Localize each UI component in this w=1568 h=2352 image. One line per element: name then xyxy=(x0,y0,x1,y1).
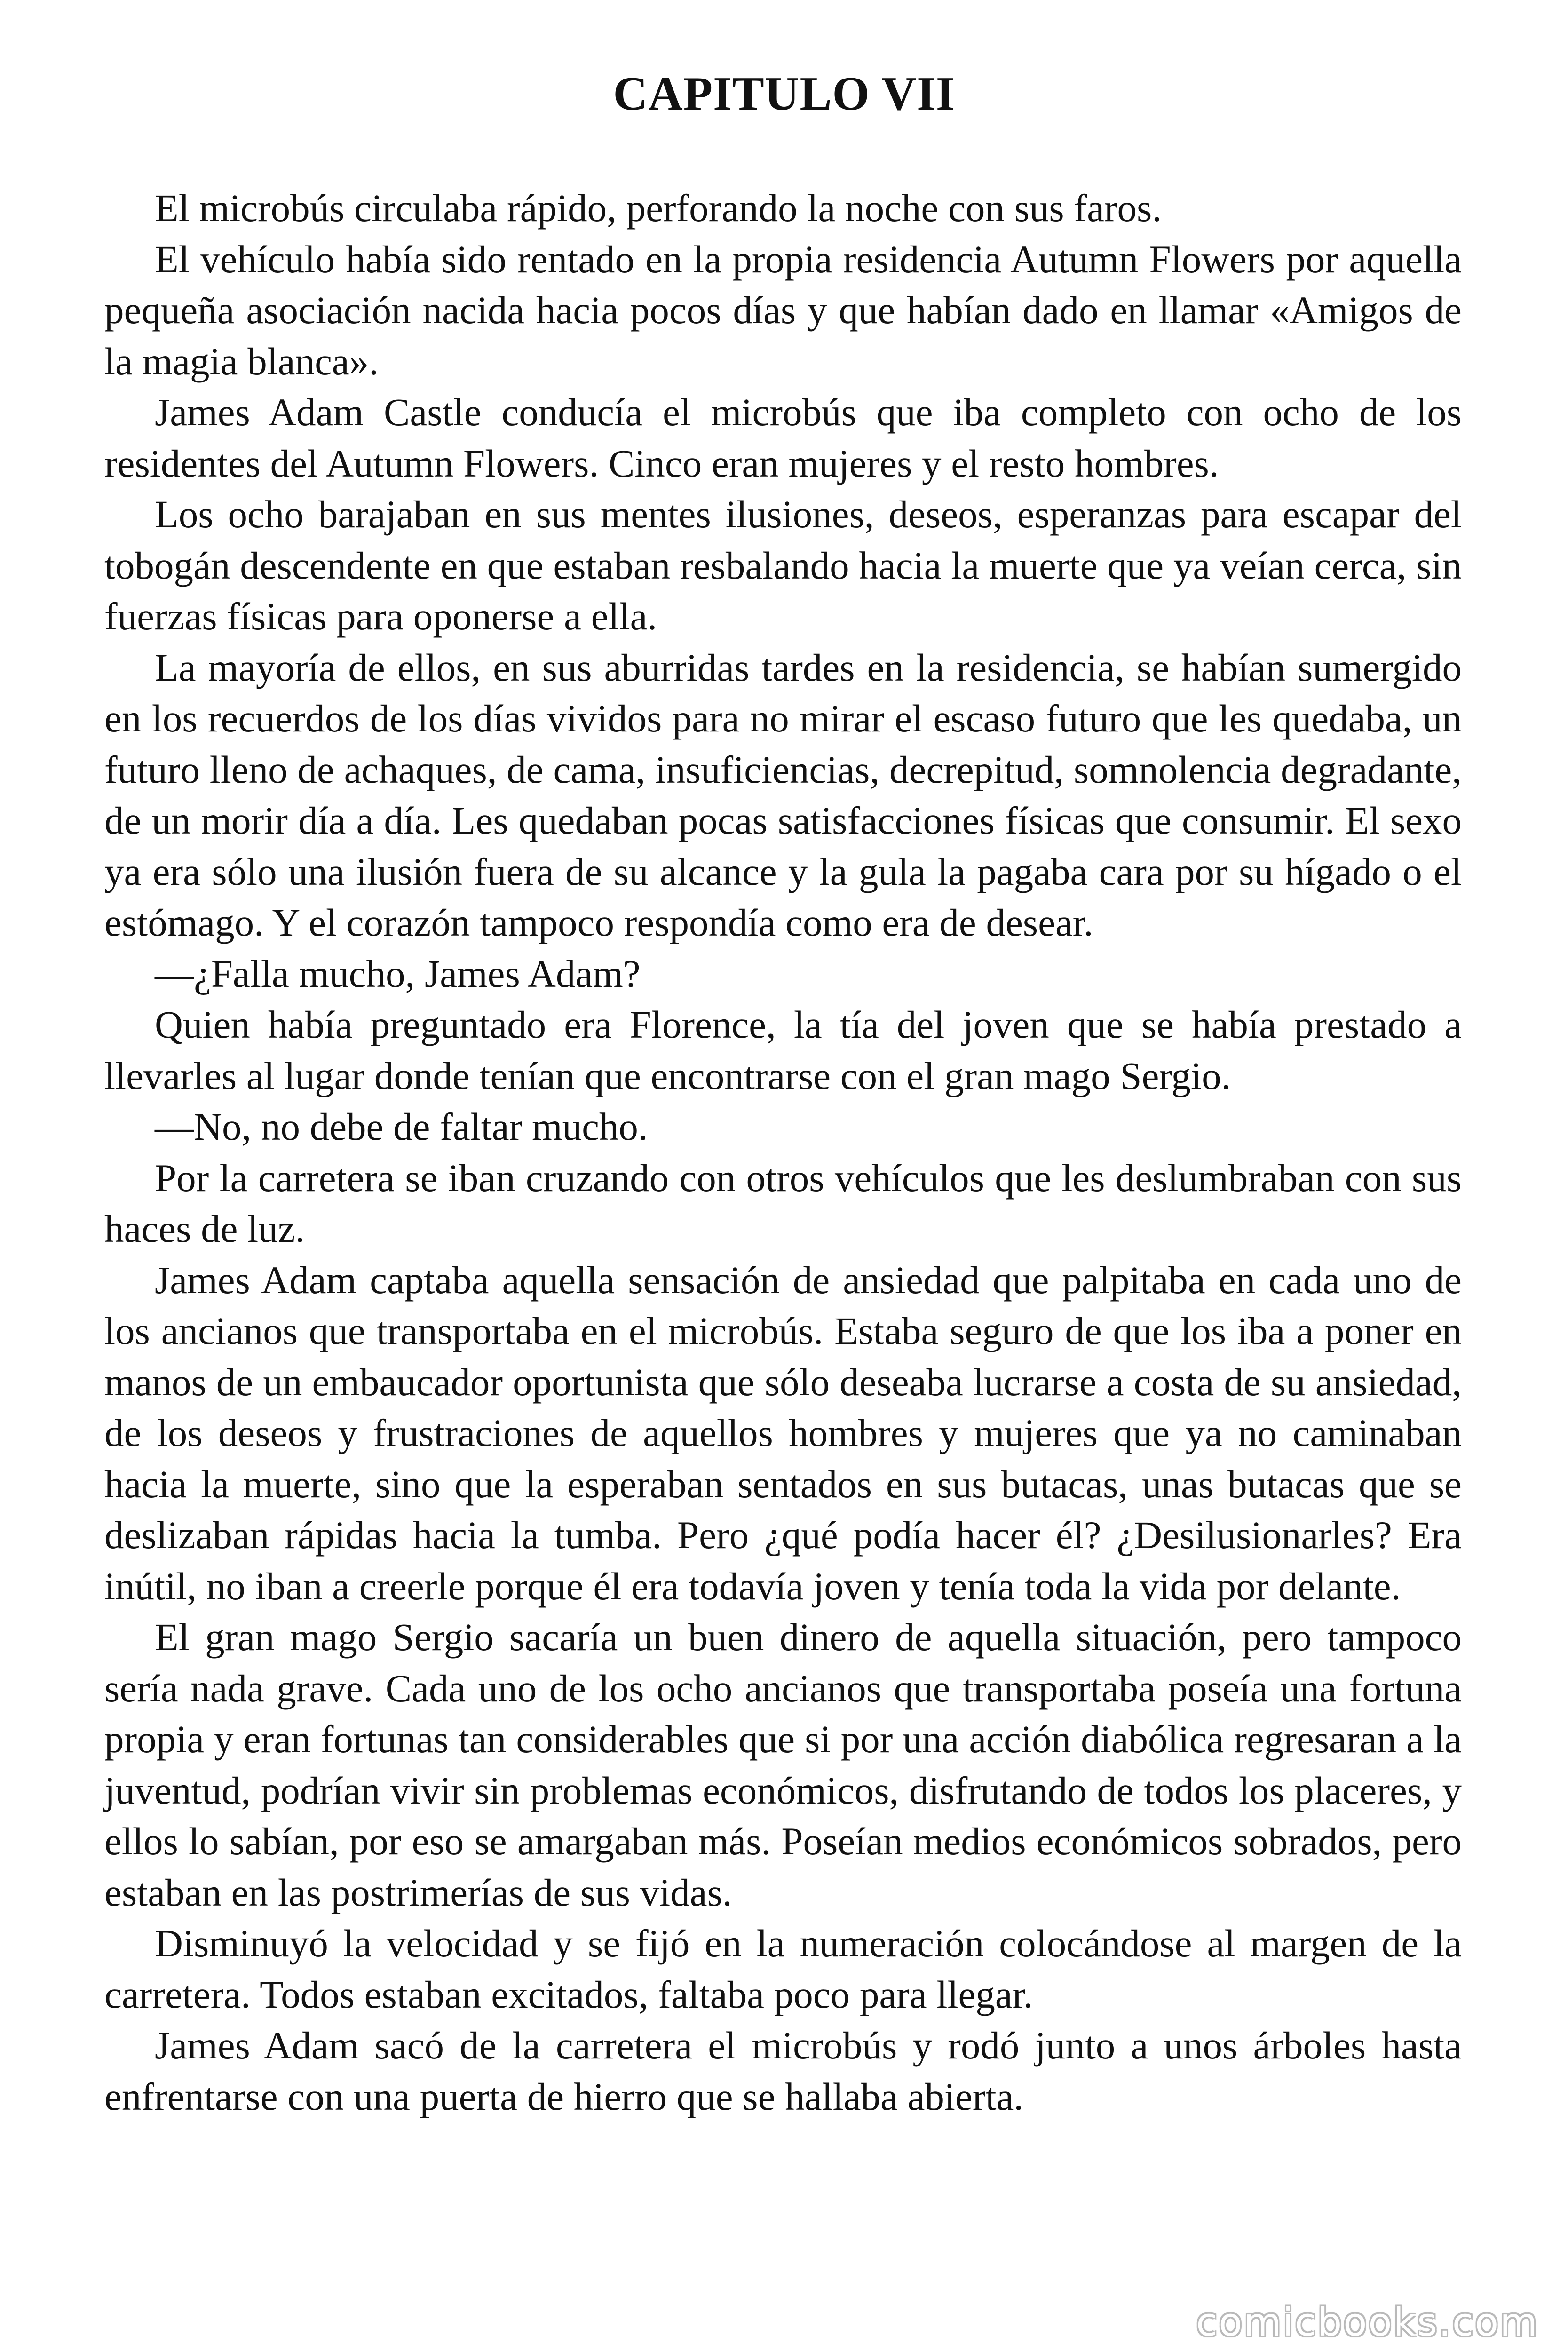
paragraph: El vehículo había sido rentado en la propia residencia Autumn Flowers por aquella pequeña asociación nacida hacia pocos días y que habían dado en llamar «Amigos de la magia blanca». xyxy=(104,237,1462,383)
paragraph: Por la carretera se iban cruzando con otros vehículos que les deslumbraban con sus haces de luz. xyxy=(104,1156,1462,1250)
paragraph: El gran mago Sergio sacaría un buen dinero de aquella situación, pero tampoco sería nada grave. Cada uno de los ocho ancianos que transportaba poseía una fortuna propia y eran fortunas tan considerables que si por una acción diabólica regresaran a la juventud, podrían vivir sin problemas económicos, disfrutando de todos los placeres, y ellos lo sabían, por eso se amargaban más. Poseían medios económicos sobrados, pero estaban en las postrimerías de sus vidas. xyxy=(104,1615,1462,1914)
chapter-body xyxy=(104,183,1462,2122)
watermark: comicbooks.com xyxy=(1196,2300,1539,2345)
paragraph: Disminuyó la velocidad y se fijó en la numeración colocándose al margen de la carretera. Todos estaban excitados, faltaba poco para llegar. xyxy=(104,1922,1462,2016)
paragraph: James Adam sacó de la carretera el microbús y rodó junto a unos árboles hasta enfrentarse con una puerta de hierro que se hallaba abierta. xyxy=(104,2024,1462,2118)
dialogue-line: —No, no debe de faltar mucho. xyxy=(155,1105,648,1148)
paragraph: Los ocho barajaban en sus mentes ilusiones, deseos, esperanzas para escapar del tobogán descendente en que estaban resbalando hacia la muerte que ya veían cerca, sin fuerzas físicas para oponerse a ella. xyxy=(104,493,1462,638)
paragraph: James Adam captaba aquella sensación de ansiedad que palpitaba en cada uno de los ancianos que transportaba en el microbús. Estaba seguro de que los iba a poner en manos de un embaucador oportunista que sólo deseaba lucrarse a costa de su ansiedad, de los deseos y frustraciones de aquellos hombres y mujeres que ya no caminaban hacia la muerte, sino que la esperaban sentados en sus butacas, unas butacas que se deslizaban rápidas hacia la tumba. Pero ¿qué podía hacer él? ¿Desilusionarles? Era inútil, no iban a creerle porque él era todavía joven y tenía toda la vida por delante. xyxy=(104,1258,1462,1608)
paragraph: El microbús circulaba rápido, perforando la noche con sus faros. xyxy=(155,186,1162,230)
paragraph: Quien había preguntado era Florence, la tía del joven que se había prestado a llevarles al lugar donde tenían que encontrarse con el gran mago Sergio. xyxy=(104,1003,1462,1097)
chapter-title: CAPITULO VII xyxy=(613,67,955,120)
dialogue-line: —¿Falla mucho, James Adam? xyxy=(155,952,641,995)
paragraph: James Adam Castle conducía el microbús que iba completo con ocho de los residentes del Autumn Flowers. Cinco eran mujeres y el resto hombres. xyxy=(104,390,1462,485)
paragraph: La mayoría de ellos, en sus aburridas tardes en la residencia, se habían sumergido en los recuerdos de los días vividos para no mirar el escaso futuro que les quedaba, un futuro lleno de achaques, de cama, insuficiencias, decrepitud, somnolencia degradante, de un morir día a día. Les quedaban pocas satisfacciones físicas que consumir. El sexo ya era sólo una ilusión fuera de su alcance y la gula la pagaba cara por su hígado o el estómago. Y el corazón tampoco respondía como era de desear. xyxy=(104,645,1462,944)
